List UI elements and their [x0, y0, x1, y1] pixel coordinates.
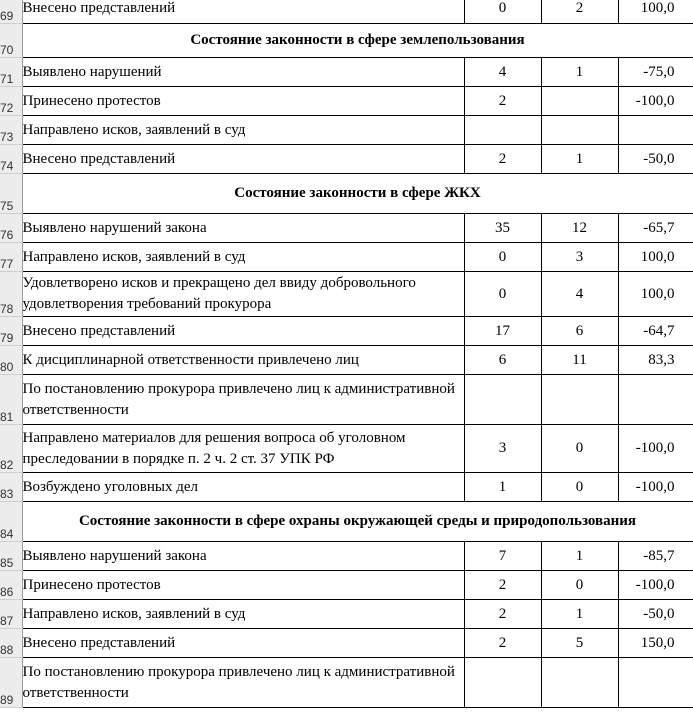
section-header-row	[0, 502, 693, 542]
row-number[interactable]: 89	[0, 658, 22, 708]
change-percent-cell[interactable]: 150,0	[618, 629, 693, 658]
indicator-label-cell[interactable]: Возбуждено уголовных дел	[22, 473, 464, 502]
section-header-row	[0, 24, 693, 58]
current-period-cell[interactable]: 11	[541, 346, 618, 375]
current-period-cell[interactable]: 6	[541, 317, 618, 346]
indicator-label-cell[interactable]: Направлено исков, заявлений в суд	[22, 116, 464, 145]
change-percent-cell[interactable]: -64,7	[618, 317, 693, 346]
indicator-label-cell[interactable]: По постановлению прокурора привлечено лиц к административной ответственности	[22, 658, 464, 708]
current-period-cell[interactable]: 0	[541, 425, 618, 473]
indicator-label-cell[interactable]: По постановлению прокурора привлечено лиц к административной ответственности	[22, 375, 464, 425]
section-title[interactable]: Состояние законности в сфере охраны окружающей среды и природопользования	[22, 502, 693, 542]
row-number[interactable]: 74	[0, 145, 22, 174]
current-period-cell[interactable]	[541, 116, 618, 145]
change-percent-cell[interactable]	[618, 658, 693, 708]
prior-period-cell[interactable]	[464, 116, 541, 145]
current-period-cell[interactable]	[541, 658, 618, 708]
indicator-label-cell[interactable]: Направлено исков, заявлений в суд	[22, 243, 464, 272]
indicator-label-cell[interactable]: Направлено исков, заявлений в суд	[22, 600, 464, 629]
current-period-cell[interactable]: 5	[541, 629, 618, 658]
change-percent-cell[interactable]: -100,0	[618, 571, 693, 600]
change-percent-cell[interactable]: -65,7	[618, 214, 693, 243]
indicator-label-cell[interactable]: Внесено представлений	[22, 629, 464, 658]
current-period-cell[interactable]: 1	[541, 600, 618, 629]
table-row	[0, 214, 693, 243]
change-percent-cell[interactable]: -75,0	[618, 58, 693, 87]
prior-period-cell[interactable]	[464, 375, 541, 425]
current-period-cell[interactable]: 0	[541, 473, 618, 502]
indicator-label-cell[interactable]: Принесено протестов	[22, 571, 464, 600]
prior-period-cell[interactable]: 2	[464, 600, 541, 629]
indicator-label-cell[interactable]: Выявлено нарушений закона	[22, 214, 464, 243]
change-percent-cell[interactable]: 83,3	[618, 346, 693, 375]
prior-period-cell[interactable]: 0	[464, 243, 541, 272]
prior-period-cell[interactable]: 2	[464, 145, 541, 174]
change-percent-cell[interactable]: 100,0	[618, 272, 693, 317]
row-number[interactable]: 73	[0, 116, 22, 145]
row-number[interactable]: 69	[0, 0, 22, 24]
change-percent-cell[interactable]	[618, 375, 693, 425]
change-percent-cell[interactable]: 100,0	[618, 243, 693, 272]
prior-period-cell[interactable]: 0	[464, 0, 541, 24]
row-number[interactable]: 84	[0, 502, 22, 542]
table-row	[0, 272, 693, 317]
indicator-label-cell[interactable]: Внесено представлений	[22, 145, 464, 174]
row-number[interactable]: 75	[0, 174, 22, 214]
indicator-label-cell[interactable]: Внесено представлений	[22, 317, 464, 346]
table-row	[0, 346, 693, 375]
change-percent-cell[interactable]: -50,0	[618, 600, 693, 629]
row-number[interactable]: 88	[0, 629, 22, 658]
prior-period-cell[interactable]: 35	[464, 214, 541, 243]
table-row	[0, 542, 693, 571]
table-row	[0, 243, 693, 272]
change-percent-cell[interactable]: -100,0	[618, 473, 693, 502]
change-percent-cell[interactable]: 100,0	[618, 0, 693, 24]
section-title[interactable]: Состояние законности в сфере землепользования	[22, 24, 693, 58]
table-row	[0, 629, 693, 658]
current-period-cell[interactable]: 1	[541, 145, 618, 174]
row-number[interactable]: 72	[0, 87, 22, 116]
current-period-cell[interactable]: 4	[541, 272, 618, 317]
table-row	[0, 116, 693, 145]
indicator-label-cell[interactable]: Удовлетворено исков и прекращено дел ввиду добровольного удовлетворения требований прокурора	[22, 272, 464, 317]
current-period-cell[interactable]	[541, 87, 618, 116]
prior-period-cell[interactable]	[464, 658, 541, 708]
current-period-cell[interactable]: 0	[541, 571, 618, 600]
row-number[interactable]: 82	[0, 425, 22, 473]
current-period-cell[interactable]	[541, 375, 618, 425]
table-row	[0, 375, 693, 425]
row-number[interactable]: 81	[0, 375, 22, 425]
indicator-label-cell[interactable]: Принесено протестов	[22, 87, 464, 116]
prior-period-cell[interactable]: 1	[464, 473, 541, 502]
prior-period-cell[interactable]: 2	[464, 87, 541, 116]
current-period-cell[interactable]: 1	[541, 542, 618, 571]
current-period-cell[interactable]: 12	[541, 214, 618, 243]
table-row	[0, 0, 693, 24]
prior-period-cell[interactable]: 2	[464, 571, 541, 600]
prior-period-cell[interactable]: 2	[464, 629, 541, 658]
row-number[interactable]: 87	[0, 600, 22, 629]
table-row	[0, 473, 693, 502]
prior-period-cell[interactable]: 0	[464, 272, 541, 317]
change-percent-cell[interactable]: -100,0	[618, 87, 693, 116]
table-row	[0, 58, 693, 87]
prior-period-cell[interactable]: 7	[464, 542, 541, 571]
row-number[interactable]: 83	[0, 473, 22, 502]
row-number[interactable]: 79	[0, 317, 22, 346]
prior-period-cell[interactable]: 3	[464, 425, 541, 473]
row-number[interactable]: 86	[0, 571, 22, 600]
row-number[interactable]: 71	[0, 58, 22, 87]
row-number[interactable]: 70	[0, 24, 22, 58]
table-row	[0, 600, 693, 629]
row-number[interactable]: 85	[0, 542, 22, 571]
current-period-cell[interactable]: 2	[541, 0, 618, 24]
indicator-label-cell[interactable]: Внесено представлений	[22, 0, 464, 24]
table-row	[0, 658, 693, 708]
row-number[interactable]: 80	[0, 346, 22, 375]
prior-period-cell[interactable]: 17	[464, 317, 541, 346]
table-row	[0, 145, 693, 174]
current-period-cell[interactable]: 3	[541, 243, 618, 272]
change-percent-cell[interactable]: -85,7	[618, 542, 693, 571]
row-number[interactable]: 76	[0, 214, 22, 243]
table-row	[0, 317, 693, 346]
indicator-label-cell[interactable]: Направлено материалов для решения вопроса об уголовном преследовании в порядке п. 2 ч. 2 ст. 37 УПК РФ	[22, 425, 464, 473]
prior-period-cell[interactable]: 6	[464, 346, 541, 375]
table-row	[0, 87, 693, 116]
table-row	[0, 425, 693, 473]
indicator-label-cell[interactable]: Выявлено нарушений	[22, 58, 464, 87]
prior-period-cell[interactable]: 4	[464, 58, 541, 87]
indicator-label-cell[interactable]: Выявлено нарушений закона	[22, 542, 464, 571]
change-percent-cell[interactable]: -50,0	[618, 145, 693, 174]
section-title[interactable]: Состояние законности в сфере ЖКХ	[22, 174, 693, 214]
current-period-cell[interactable]: 1	[541, 58, 618, 87]
row-number[interactable]: 77	[0, 243, 22, 272]
table-row	[0, 571, 693, 600]
row-number[interactable]: 78	[0, 272, 22, 317]
section-header-row	[0, 174, 693, 214]
change-percent-cell[interactable]: -100,0	[618, 425, 693, 473]
indicator-label-cell[interactable]: К дисциплинарной ответственности привлечено лиц	[22, 346, 464, 375]
change-percent-cell[interactable]	[618, 116, 693, 145]
